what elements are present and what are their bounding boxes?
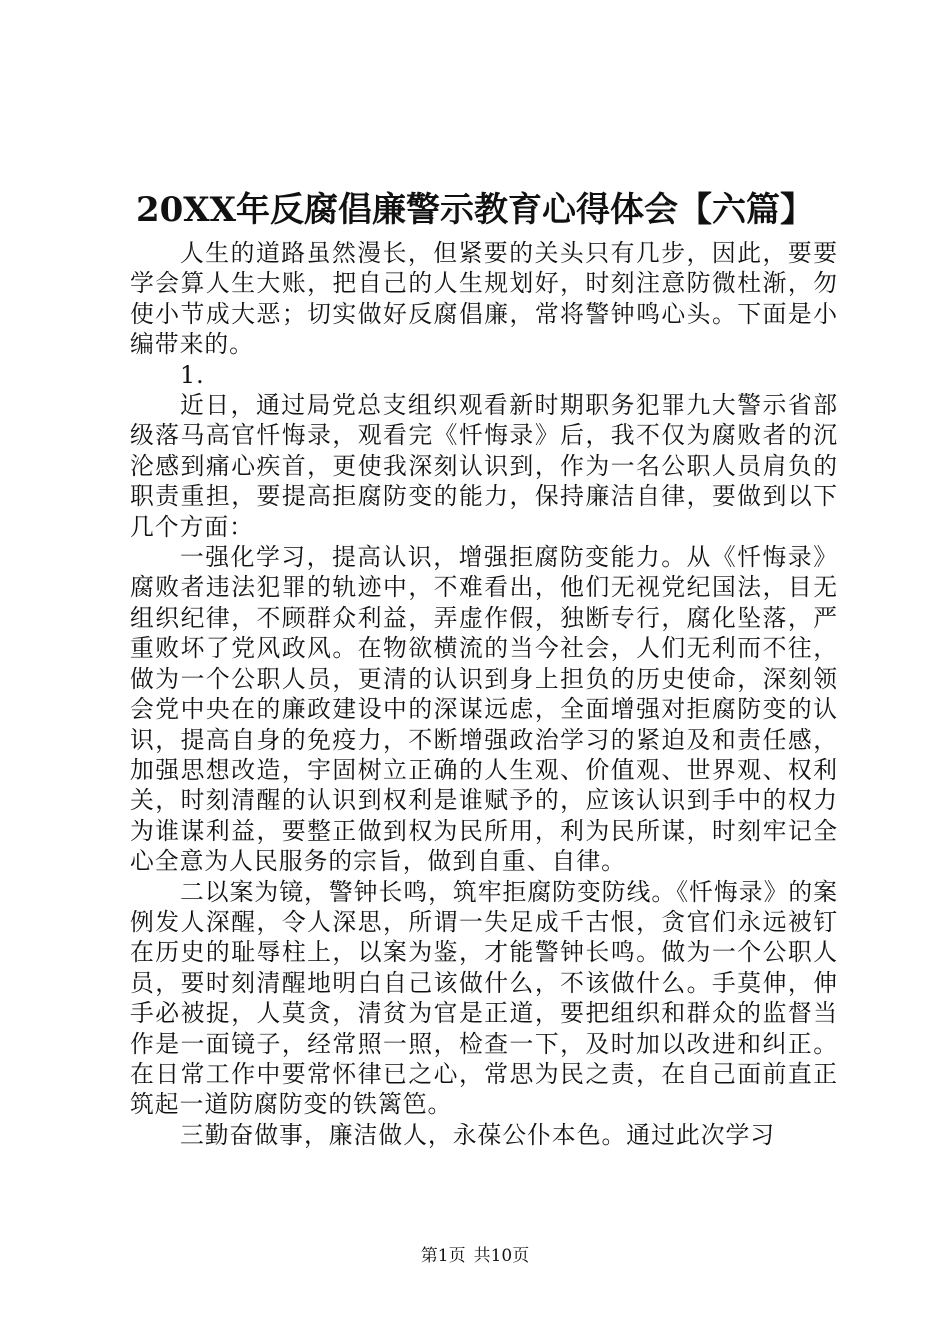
- page-footer: [0, 1244, 950, 1268]
- body-paragraph: 近日，通过局党总支组织观看新时期职务犯罪九大警示省部级落马高官忏悔录，观看完《忏悔录》后，我不仅为腐败者的沉沦感到痛心疾首，更使我深刻认识到，作为一名公职人员肩负的职责重担，要提高拒腐防变的能力，保持廉洁自律，要做到以下几个方面：: [130, 391, 838, 541]
- page-number: 第1页: [420, 1246, 466, 1266]
- page-total: 共10页: [473, 1246, 530, 1266]
- body-paragraph: 三勤奋做事，廉洁做人，永葆公仆本色。通过此次学习: [179, 1120, 776, 1149]
- document-body: [130, 238, 838, 1150]
- intro-paragraph: 人生的道路虽然漫长，但紧要的关头只有几步，因此，要要学会算人生大账，把自己的人生规划好，时刻注意防微杜渐，勿使小节成大恶；切实做好反腐倡廉，常将警钟鸣心头。下面是小编带来的。: [130, 239, 838, 359]
- body-paragraph: 一强化学习，提高认识，增强拒腐防变能力。从《忏悔录》腐败者违法犯罪的轨迹中，不难看出，他们无视党纪国法，目无组织纪律，不顾群众利益，弄虚作假，独断专行，腐化坠落，严重败坏了党风政风。在物欲横流的当今社会，人们无利而不往，做为一个公职人员，更清的认识到身上担负的历史使命，深刻领会党中央在的廉政建设中的深谋远虑，全面增强对拒腐防变的认识，提高自身的免疫力，不断增强政治学习的紧迫及和责任感，加强思想改造，宇固树立正确的人生观、价值观、世界观、权利关，时刻清醒的认识到权利是谁赋予的，应该认识到手中的权力为谁谋利益，要整正做到权为民所用，利为民所谋，时刻牢记全心全意为人民服务的宗旨，做到自重、自律。: [130, 543, 838, 876]
- document-title: 20XX年反腐倡廉警示教育心得体会【六篇】: [135, 190, 815, 230]
- section-number: 1.: [179, 360, 205, 389]
- body-paragraph: 二以案为镜，警钟长鸣，筑牢拒腐防变防线。《忏悔录》的案例发人深醒，令人深思，所谓一失足成千古恨，贪官们永远被钉在历史的耻辱柱上，以案为鉴，才能警钟长鸣。做为一个公职人员，要时刻清醒地明白自己该做什么，不该做什么。手莫伸，伸手必被捉，人莫贪，清贫为官是正道，要把组织和群众的监督当作是一面镜子，经常照一照，检查一下，及时加以改进和纠正。在日常工作中要常怀律已之心，常思为民之责，在自己面前直正筑起一道防腐防变的铁篱笆。: [130, 877, 838, 1119]
